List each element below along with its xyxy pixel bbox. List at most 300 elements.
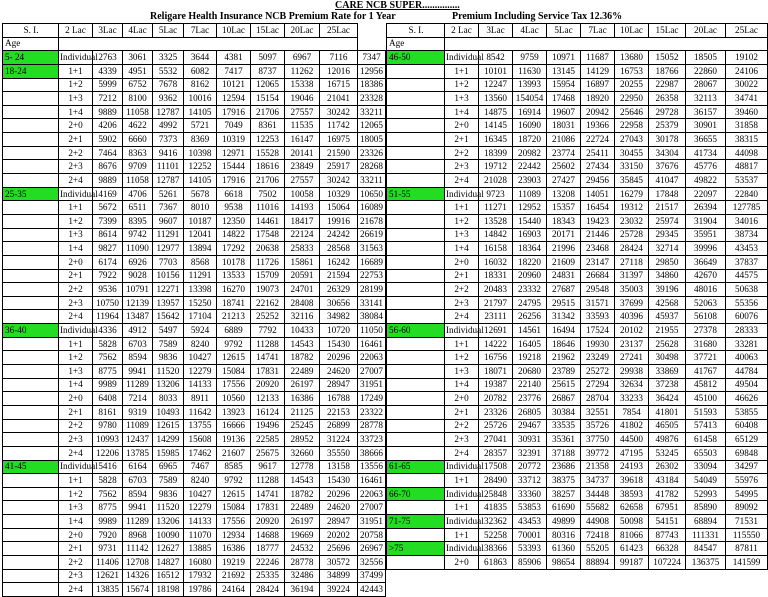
table-row: [3, 569, 386, 583]
table-row: [387, 501, 768, 515]
age-band-cell: 41-45: [3, 460, 59, 474]
age-band-cell: [3, 378, 59, 392]
plan-type-cell: 2+3: [59, 160, 93, 174]
premium-cell: 52993: [686, 487, 726, 501]
premium-cell: 8363: [123, 146, 153, 160]
premium-cell: 28357: [479, 446, 513, 460]
premium-cell: 16080: [184, 555, 217, 569]
premium-cell: 10720: [320, 324, 358, 338]
premium-cell: 18198: [153, 583, 184, 597]
premium-cell: 16975: [320, 133, 358, 147]
premium-cell: 18616: [251, 160, 285, 174]
premium-cell: 6703: [123, 337, 153, 351]
premium-cell: 61458: [686, 433, 726, 447]
premium-cell: 22063: [358, 487, 386, 501]
subtitle-right: Premium Including Service Tax 12.36%: [452, 11, 623, 22]
premium-cell: 31563: [358, 242, 386, 256]
premium-cell: 12350: [217, 214, 251, 228]
plan-type-cell: 2+1: [59, 133, 93, 147]
header-sum-insured: 2 Lac: [445, 24, 479, 38]
premium-cell: 8568: [184, 255, 217, 269]
premium-cell: 9709: [123, 160, 153, 174]
premium-cell: 17249: [358, 392, 386, 406]
age-band-cell: [387, 310, 445, 324]
premium-cell: 10427: [184, 351, 217, 365]
premium-cell: 10650: [358, 187, 386, 201]
premium-cell: 98654: [547, 555, 581, 569]
premium-cell: 31342: [547, 310, 581, 324]
premium-cell: 111331: [686, 528, 726, 542]
premium-cell: 17556: [217, 378, 251, 392]
premium-cell: 16897: [581, 78, 615, 92]
age-band-cell: [3, 105, 59, 119]
age-band-cell: [387, 133, 445, 147]
age-band-cell: [387, 64, 445, 78]
premium-cell: 36649: [686, 255, 726, 269]
plan-type-cell: Individual: [445, 187, 479, 201]
premium-cell: 37499: [358, 569, 386, 583]
sheet-title: CARE NCB SUPER...............: [335, 0, 460, 11]
premium-cell: 5097: [251, 51, 285, 65]
premium-cell: 24831: [547, 269, 581, 283]
premium-cell: 9792: [217, 474, 251, 488]
premium-cell: 11090: [123, 242, 153, 256]
premium-cell: 60408: [726, 419, 768, 433]
premium-cell: 14561: [513, 324, 547, 338]
premium-cell: 16756: [479, 351, 513, 365]
premium-cell: 11964: [93, 310, 123, 324]
age-band-cell: [3, 351, 59, 365]
plan-type-cell: 2+3: [59, 569, 93, 583]
premium-cell: 21590: [320, 146, 358, 160]
table-row: [387, 324, 768, 338]
premium-cell: 45812: [686, 378, 726, 392]
premium-cell: 34297: [726, 460, 768, 474]
table-row: [387, 405, 768, 419]
table-row: [3, 433, 386, 447]
premium-cell: 20982: [513, 146, 547, 160]
premium-cell: 4622: [123, 119, 153, 133]
plan-type-cell: 1+3: [59, 92, 93, 106]
premium-cell: 37676: [649, 160, 686, 174]
premium-cell: 12627: [153, 542, 184, 556]
premium-cell: 39460: [726, 105, 768, 119]
premium-cell: 33150: [615, 160, 649, 174]
age-header-row: [3, 37, 386, 51]
premium-cell: 24701: [285, 283, 320, 297]
premium-cell: 12977: [153, 242, 184, 256]
premium-cell: 13206: [153, 378, 184, 392]
premium-cell: 37699: [615, 296, 649, 310]
plan-type-cell: 2+0: [445, 255, 479, 269]
premium-cell: 9889: [93, 105, 123, 119]
header-sum-insured: 4Lac: [123, 24, 153, 38]
premium-cell: 8676: [93, 160, 123, 174]
premium-cell: 8369: [184, 133, 217, 147]
plan-type-cell: Individual: [445, 51, 479, 65]
premium-cell: 22753: [358, 269, 386, 283]
premium-cell: 7703: [153, 255, 184, 269]
premium-cell: 14822: [217, 228, 251, 242]
age-header-row: [387, 37, 768, 51]
premium-cell: 21594: [320, 269, 358, 283]
premium-cell: 19786: [184, 583, 217, 597]
premium-cell: 37721: [686, 351, 726, 365]
premium-cell: 13560: [479, 92, 513, 106]
premium-cell: 21446: [581, 228, 615, 242]
premium-cell: 16158: [479, 242, 513, 256]
age-band-cell: [3, 542, 59, 556]
premium-cell: 7502: [251, 187, 285, 201]
premium-cell: 81066: [615, 528, 649, 542]
premium-cell: 23326: [479, 405, 513, 419]
premium-cell: 15250: [184, 296, 217, 310]
premium-cell: 6618: [217, 187, 251, 201]
premium-cell: 20758: [358, 528, 386, 542]
premium-cell: 25974: [649, 214, 686, 228]
premium-cell: 11406: [93, 555, 123, 569]
table-row: [387, 146, 768, 160]
premium-cell: 9607: [153, 214, 184, 228]
premium-cell: 32551: [581, 405, 615, 419]
premium-cell: 28333: [726, 324, 768, 338]
premium-cell: 23789: [547, 365, 581, 379]
table-row: [3, 201, 386, 215]
premium-cell: 33211: [358, 174, 386, 188]
premium-cell: 19366: [581, 119, 615, 133]
age-band-cell: 18-24: [3, 64, 59, 78]
premium-cell: 13923: [217, 405, 251, 419]
age-band-cell: [3, 242, 59, 256]
premium-cell: 16270: [217, 283, 251, 297]
premium-cell: 9617: [251, 460, 285, 474]
premium-cell: 8100: [123, 92, 153, 106]
plan-type-cell: Individual: [59, 460, 93, 474]
premium-cell: 25833: [285, 242, 320, 256]
premium-cell: 28424: [615, 242, 649, 256]
premium-cell: 10750: [93, 296, 123, 310]
premium-cell: 4206: [93, 119, 123, 133]
premium-cell: 16345: [479, 133, 513, 147]
premium-cell: 6703: [123, 474, 153, 488]
plan-type-cell: 1+1: [59, 474, 93, 488]
premium-cell: 11289: [123, 378, 153, 392]
premium-cell: 14299: [153, 433, 184, 447]
premium-cell: 31951: [358, 378, 386, 392]
premium-cell: 24532: [285, 542, 320, 556]
premium-cell: 16405: [513, 337, 547, 351]
premium-cell: 16689: [358, 255, 386, 269]
premium-cell: 28199: [358, 283, 386, 297]
premium-cell: 19387: [479, 378, 513, 392]
premium-cell: 16666: [217, 419, 251, 433]
premium-cell: 13680: [615, 51, 649, 65]
table-row: [3, 310, 386, 324]
premium-cell: 7920: [93, 528, 123, 542]
premium-cell: 28704: [581, 392, 615, 406]
premium-cell: 5828: [93, 474, 123, 488]
premium-cell: 16386: [217, 542, 251, 556]
premium-cell: 23032: [615, 214, 649, 228]
premium-cell: 8240: [184, 337, 217, 351]
age-band-cell: [3, 201, 59, 215]
age-band-cell: [3, 269, 59, 283]
table-row: [387, 64, 768, 78]
premium-cell: 6926: [123, 255, 153, 269]
age-band-cell: [387, 160, 445, 174]
premium-cell: 19916: [320, 214, 358, 228]
premium-cell: 9989: [93, 515, 123, 529]
premium-cell: 7367: [153, 201, 184, 215]
premium-cell: 72418: [581, 528, 615, 542]
premium-cell: 24164: [217, 583, 251, 597]
premium-table-right: [386, 23, 768, 570]
table-row: [3, 214, 386, 228]
premium-cell: 35003: [615, 283, 649, 297]
premium-cell: 46626: [726, 392, 768, 406]
premium-cell: 9362: [153, 92, 184, 106]
premium-cell: 8395: [123, 214, 153, 228]
premium-cell: 25245: [285, 419, 320, 433]
premium-cell: 18343: [547, 214, 581, 228]
table-row: [387, 351, 768, 365]
premium-cell: 22246: [251, 555, 285, 569]
premium-cell: 21517: [649, 201, 686, 215]
header-sum-insured: 3Lac: [479, 24, 513, 38]
premium-cell: 21797: [479, 296, 513, 310]
premium-cell: 25379: [649, 119, 686, 133]
header-sum-insured: 2 Lac: [59, 24, 93, 38]
plan-type-cell: 2+2: [59, 283, 93, 297]
premium-cell: 11016: [251, 201, 285, 215]
premium-cell: 19219: [217, 555, 251, 569]
premium-cell: 10090: [153, 528, 184, 542]
premium-cell: 14133: [184, 515, 217, 529]
premium-cell: 27294: [581, 378, 615, 392]
premium-cell: 30656: [320, 296, 358, 310]
premium-cell: 28268: [358, 160, 386, 174]
age-band-cell: [387, 201, 445, 215]
age-band-cell: [3, 583, 59, 597]
premium-cell: 27687: [547, 283, 581, 297]
premium-cell: 30931: [513, 433, 547, 447]
premium-cell: 56108: [686, 310, 726, 324]
premium-cell: 9827: [93, 242, 123, 256]
header-sum-insured: 20Lac: [686, 24, 726, 38]
premium-cell: 55976: [726, 474, 768, 488]
premium-cell: 29548: [581, 283, 615, 297]
premium-cell: 12778: [285, 460, 320, 474]
age-band-cell: [387, 78, 445, 92]
plan-type-cell: 2+3: [59, 296, 93, 310]
premium-cell: 32116: [285, 310, 320, 324]
age-band-cell: [3, 92, 59, 106]
premium-cell: 33535: [547, 419, 581, 433]
header-sum-insured: 5Lac: [153, 24, 184, 38]
premium-cell: 13145: [547, 64, 581, 78]
premium-cell: 6164: [123, 460, 153, 474]
premium-cell: 22950: [615, 92, 649, 106]
premium-cell: 21358: [581, 460, 615, 474]
table-row: [3, 269, 386, 283]
premium-cell: 11142: [123, 542, 153, 556]
premium-cell: 6967: [285, 51, 320, 65]
premium-cell: 10427: [184, 487, 217, 501]
premium-cell: 20942: [581, 105, 615, 119]
premium-cell: 24193: [615, 460, 649, 474]
premium-cell: 26805: [513, 405, 547, 419]
premium-cell: 11535: [285, 119, 320, 133]
plan-type-cell: 2+1: [445, 269, 479, 283]
premium-cell: 33869: [649, 365, 686, 379]
premium-cell: 20141: [285, 146, 320, 160]
premium-cell: 27007: [358, 365, 386, 379]
premium-cell: 15154: [251, 92, 285, 106]
plan-type-cell: 1+1: [445, 474, 479, 488]
premium-cell: 61863: [479, 555, 513, 569]
premium-cell: 14326: [123, 569, 153, 583]
premium-cell: 8737: [251, 64, 285, 78]
premium-cell: 14688: [251, 528, 285, 542]
premium-cell: 29345: [649, 228, 686, 242]
premium-cell: 115550: [726, 528, 768, 542]
age-band-cell: [3, 214, 59, 228]
premium-cell: 55205: [581, 542, 615, 556]
plan-type-cell: 1+4: [59, 378, 93, 392]
premium-cell: 4169: [93, 187, 123, 201]
premium-cell: 29467: [513, 419, 547, 433]
premium-cell: 26329: [320, 283, 358, 297]
age-band-cell: [387, 296, 445, 310]
premium-cell: 4706: [123, 187, 153, 201]
premium-cell: 9759: [513, 51, 547, 65]
premium-cell: 15064: [320, 201, 358, 215]
premium-cell: 21086: [547, 133, 581, 147]
premium-cell: 25615: [547, 378, 581, 392]
plan-type-cell: 2+3: [445, 160, 479, 174]
premium-cell: 65503: [686, 446, 726, 460]
premium-cell: 20202: [320, 528, 358, 542]
premium-cell: 8240: [184, 474, 217, 488]
premium-cell: 3325: [153, 51, 184, 65]
premium-cell: 65129: [726, 433, 768, 447]
premium-cell: 32714: [649, 242, 686, 256]
premium-cell: 20638: [251, 242, 285, 256]
premium-cell: 4951: [123, 64, 153, 78]
premium-cell: 13487: [123, 310, 153, 324]
plan-type-cell: Individual: [59, 51, 93, 65]
table-row: [3, 174, 386, 188]
premium-cell: 25646: [615, 105, 649, 119]
premium-cell: 10178: [217, 255, 251, 269]
premium-cell: 27043: [615, 133, 649, 147]
premium-cell: 22585: [251, 433, 285, 447]
premium-cell: 27007: [358, 501, 386, 515]
premium-cell: 39618: [615, 474, 649, 488]
age-band-cell: [3, 296, 59, 310]
premium-cell: 13398: [184, 283, 217, 297]
premium-cell: 41782: [649, 487, 686, 501]
premium-cell: 15430: [320, 474, 358, 488]
age-band-cell: [387, 174, 445, 188]
premium-cell: 11687: [581, 51, 615, 65]
premium-cell: 16279: [615, 187, 649, 201]
premium-cell: 33141: [358, 296, 386, 310]
premium-cell: 37238: [649, 378, 686, 392]
premium-cell: 12139: [123, 296, 153, 310]
plan-type-cell: 2+0: [59, 528, 93, 542]
premium-cell: 7347: [358, 51, 386, 65]
premium-cell: 19136: [217, 433, 251, 447]
premium-cell: 14105: [184, 174, 217, 188]
premium-cell: 12594: [217, 92, 251, 106]
table-row: [3, 255, 386, 269]
plan-type-cell: 2+2: [445, 419, 479, 433]
premium-cell: 19102: [726, 51, 768, 65]
premium-cell: 19423: [581, 214, 615, 228]
premium-cell: 8614: [93, 228, 123, 242]
table-row: [3, 405, 386, 419]
premium-cell: 61360: [547, 542, 581, 556]
premium-cell: 23326: [358, 146, 386, 160]
premium-cell: 10101: [479, 64, 513, 78]
premium-cell: 26619: [358, 228, 386, 242]
premium-cell: 30498: [649, 351, 686, 365]
premium-cell: 9319: [123, 405, 153, 419]
premium-cell: 26899: [320, 419, 358, 433]
premium-cell: 15444: [217, 160, 251, 174]
premium-cell: 19607: [547, 105, 581, 119]
header-row: [387, 24, 768, 38]
header-si: S. I.: [3, 24, 59, 38]
age-band-cell: 5- 24: [3, 51, 59, 65]
premium-cell: 7116: [320, 51, 358, 65]
premium-cell: 35361: [547, 433, 581, 447]
age-band-cell: [3, 133, 59, 147]
premium-cell: 7467: [184, 460, 217, 474]
premium-cell: 7854: [615, 405, 649, 419]
premium-cell: 24106: [726, 64, 768, 78]
age-band-cell: 25-35: [3, 187, 59, 201]
premium-cell: 42670: [686, 269, 726, 283]
table-row: [387, 105, 768, 119]
premium-cell: 18782: [285, 487, 320, 501]
age-band-cell: [3, 119, 59, 133]
premium-cell: 17508: [479, 460, 513, 474]
premium-cell: 25675: [251, 446, 285, 460]
premium-cell: 3061: [123, 51, 153, 65]
premium-cell: 23328: [358, 92, 386, 106]
premium-cell: 16461: [358, 337, 386, 351]
premium-cell: 27427: [547, 174, 581, 188]
premium-cell: 35951: [686, 228, 726, 242]
table-row: [3, 460, 386, 474]
premium-cell: 12133: [251, 392, 285, 406]
age-band-cell: [3, 569, 59, 583]
header-sum-insured: 7Lac: [184, 24, 217, 38]
premium-cell: 13835: [93, 583, 123, 597]
premium-cell: 25272: [581, 365, 615, 379]
table-row: [387, 255, 768, 269]
table-row: [3, 146, 386, 160]
premium-cell: 23249: [581, 351, 615, 365]
premium-cell: 20680: [513, 365, 547, 379]
subtitle-left: Religare Health Insurance NCB Premium Rate for 1 Year: [150, 11, 396, 22]
plan-type-cell: 1+3: [59, 228, 93, 242]
premium-cell: 11520: [153, 501, 184, 515]
premium-cell: 6965: [153, 460, 184, 474]
premium-cell: 18071: [479, 365, 513, 379]
